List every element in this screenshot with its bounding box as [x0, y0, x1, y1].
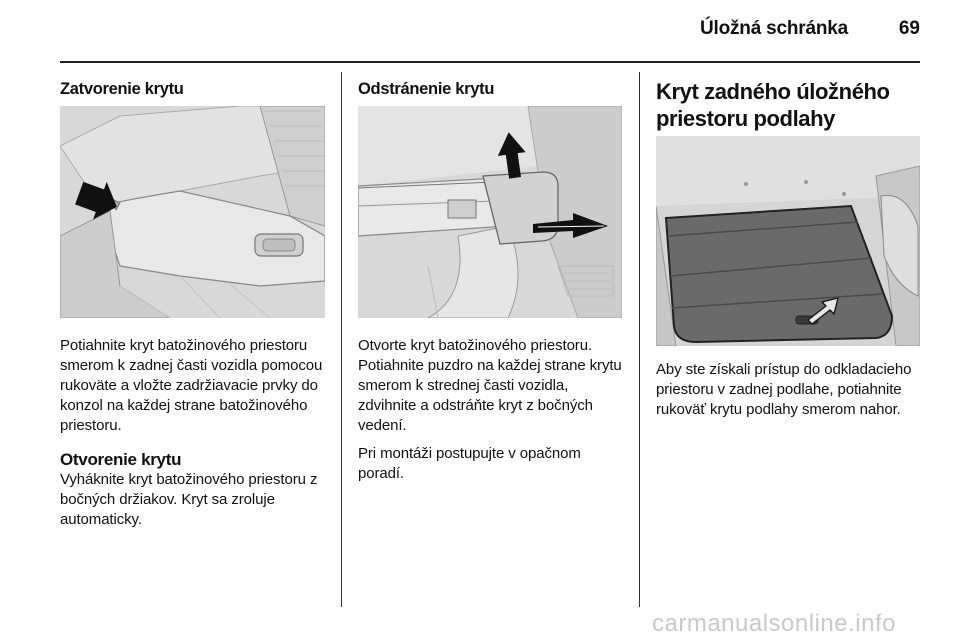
- figure-closing-cover: [60, 106, 325, 318]
- section-heading-removing-cover: Odstránenie krytu: [358, 80, 495, 98]
- subheading-opening-cover: Otvorenie krytu: [60, 450, 182, 469]
- column-2: [358, 80, 626, 99]
- column-1-text: [60, 336, 332, 530]
- paragraph-removing-cover: Otvorte kryt batožinového priestoru. Potiahnite puzdro na každej strane krytu smerom k strednej časti vozidla, zdvihnite a odstráňte kryt z bočných vedení.: [358, 337, 622, 434]
- column-1: [60, 80, 328, 99]
- page-number: 69: [898, 18, 920, 39]
- watermark: carmanualsonline.info: [652, 610, 896, 637]
- figure-floor-cover: [656, 136, 920, 346]
- paragraph-closing-cover: Potiahnite kryt batožinového priestoru smerom k zadnej časti vozidla pomocou rukoväte a vložte zadržiavacie prvky do konzol na každej strane batožinového priestoru.: [60, 337, 323, 434]
- column-3: [656, 78, 926, 132]
- figure-removing-cover: [358, 106, 622, 318]
- column-3-text: [656, 360, 918, 420]
- section-heading-floor-cover-line-1: Kryt zadného úložného: [656, 79, 890, 104]
- header-rule: [60, 61, 920, 63]
- paragraph-floor-cover: Aby ste získali prístup do odkladacieho priestoru v zadnej podlahe, potiahnite rukoväť krytu podlahy smerom nahor.: [656, 361, 912, 418]
- column-divider-1: [341, 72, 342, 607]
- column-divider-2: [639, 72, 640, 607]
- column-2-text: [358, 336, 628, 484]
- paragraph-reassembly: Pri montáži postupujte v opačnom poradí.: [358, 445, 581, 482]
- section-heading-floor-cover-line-2: priestoru podlahy: [656, 106, 835, 131]
- page-header-title: Úložná schránka: [700, 18, 848, 39]
- paragraph-opening-cover: Vyháknite kryt batožinového priestoru z bočných držiakov. Kryt sa zroluje automaticky.: [60, 471, 318, 528]
- section-heading-closing-cover: Zatvorenie krytu: [60, 80, 184, 98]
